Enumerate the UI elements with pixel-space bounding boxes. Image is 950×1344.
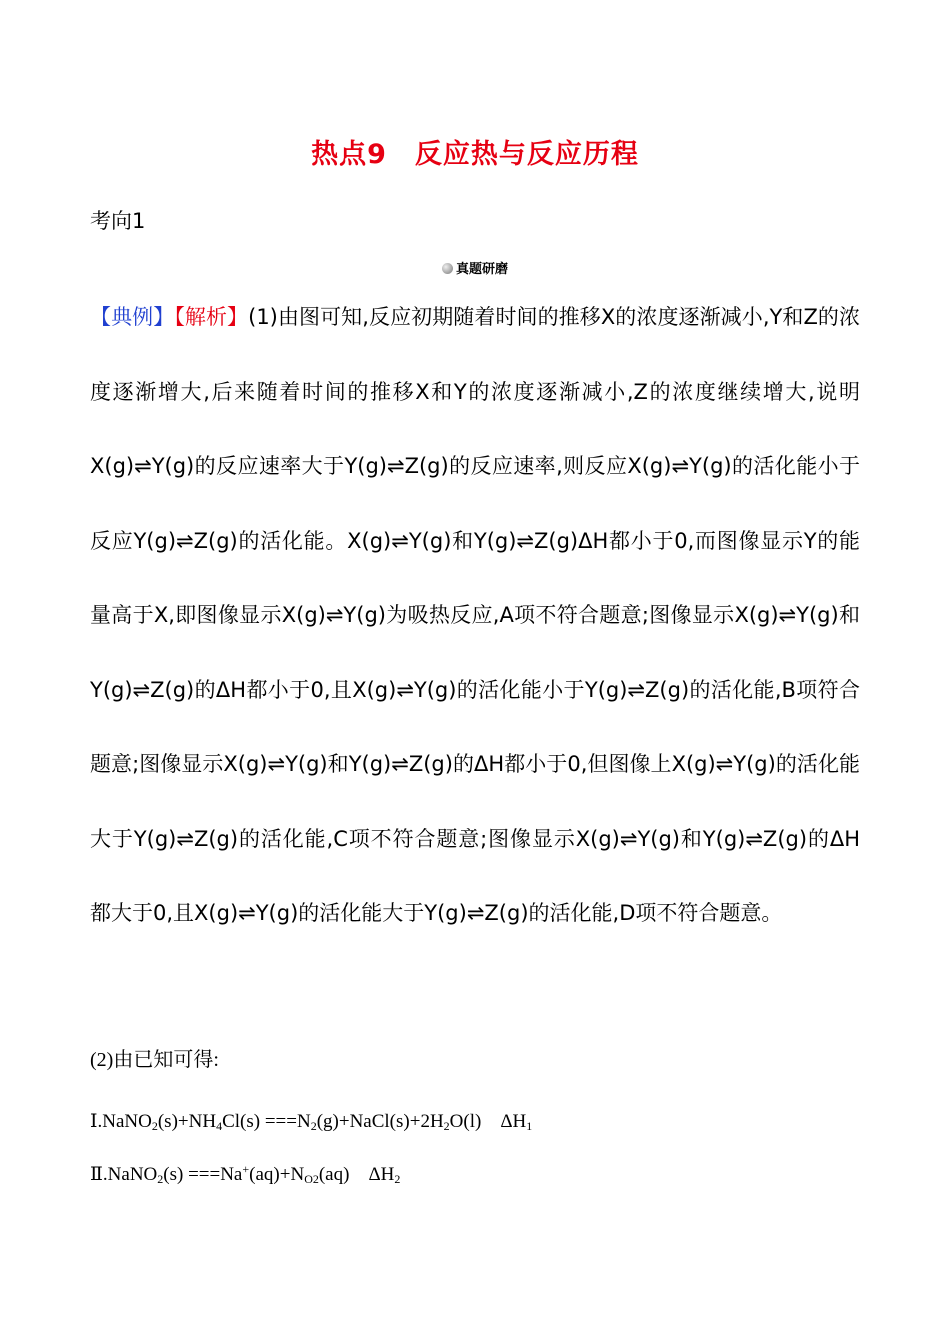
- part2-intro: (2)由已知可得:: [90, 1049, 219, 1071]
- example-tag: 【典例】: [90, 305, 175, 329]
- eq1-sub: 1: [526, 1119, 533, 1133]
- eq1-text: (g)+NaCl(s)+2H: [316, 1111, 444, 1132]
- eq2-text: (aq) ΔH: [318, 1164, 395, 1185]
- eq2-sub: 2: [312, 1172, 319, 1186]
- eq1-text: Ⅰ.NaNO: [90, 1111, 152, 1132]
- eq2-sup: +: [242, 1162, 250, 1176]
- eq1-sub: 4: [216, 1119, 223, 1133]
- eq1-sub: 2: [310, 1119, 317, 1133]
- analysis-tag: 【解析】: [174, 305, 249, 329]
- equation-1: [90, 1106, 532, 1134]
- badge-label: 真题研磨: [455, 262, 508, 277]
- eq1-text: O(l) ΔH: [449, 1111, 527, 1132]
- page-title: 热点9 反应热与反应历程: [311, 139, 639, 170]
- eq2-sub: 2: [394, 1172, 401, 1186]
- eq2-text: (s) ===Na: [163, 1164, 243, 1185]
- analysis-paragraph: [90, 280, 860, 951]
- equation-2: [90, 1159, 400, 1187]
- eq2-sub: O: [304, 1172, 313, 1186]
- eq1-sub: 2: [443, 1119, 450, 1133]
- eq2-text: (aq)+N: [249, 1164, 305, 1185]
- eq1-sub: 2: [151, 1119, 158, 1133]
- analysis-text: (1)由图可知,反应初期随着时间的推移X的浓度逐渐减小,Y和Z的浓度逐渐增大,后来随着时间的推移X和Y的浓度逐渐减小,Z的浓度继续增大,说明X(g)⇌Y(g)的反应速率大于Y(g)⇌Z(g)的反应速率,则反应X(g)⇌Y(g)的活化能小于反应Y(g)⇌Z(g)的活化能。X(g)⇌Y(g)和Y(g)⇌Z(g)ΔH都小于0,而图像显示Y的能量高于X,即图像显示X(g)⇌Y(g)为吸热反应,A项不符合题意;图像显示X(g)⇌Y(g)和Y(g)⇌Z(g)的ΔH都小于0,且X(g)⇌Y(g)的活化能小于Y(g)⇌Z(g)的活化能,B项符合题意;图像显示X(g)⇌Y(g)和Y(g)⇌Z(g)的ΔH都小于0,但图像上X(g)⇌Y(g)的活化能大于Y(g)⇌Z(g)的活化能,C项不符合题意;图像显示X(g)⇌Y(g)和Y(g)⇌Z(g)的ΔH都大于0,且X(g)⇌Y(g)的活化能大于Y(g)⇌Z(g)的活化能,D项不符合题意。: [90, 305, 861, 925]
- badge: [0, 258, 950, 277]
- section-heading: 考向1: [90, 209, 146, 233]
- eq2-sub: 2: [157, 1172, 164, 1186]
- eq1-text: Cl(s) ===N: [222, 1111, 311, 1132]
- badge-dot-icon: [442, 263, 453, 274]
- eq2-text: Ⅱ.NaNO: [90, 1164, 158, 1185]
- eq1-text: (s)+NH: [157, 1111, 217, 1132]
